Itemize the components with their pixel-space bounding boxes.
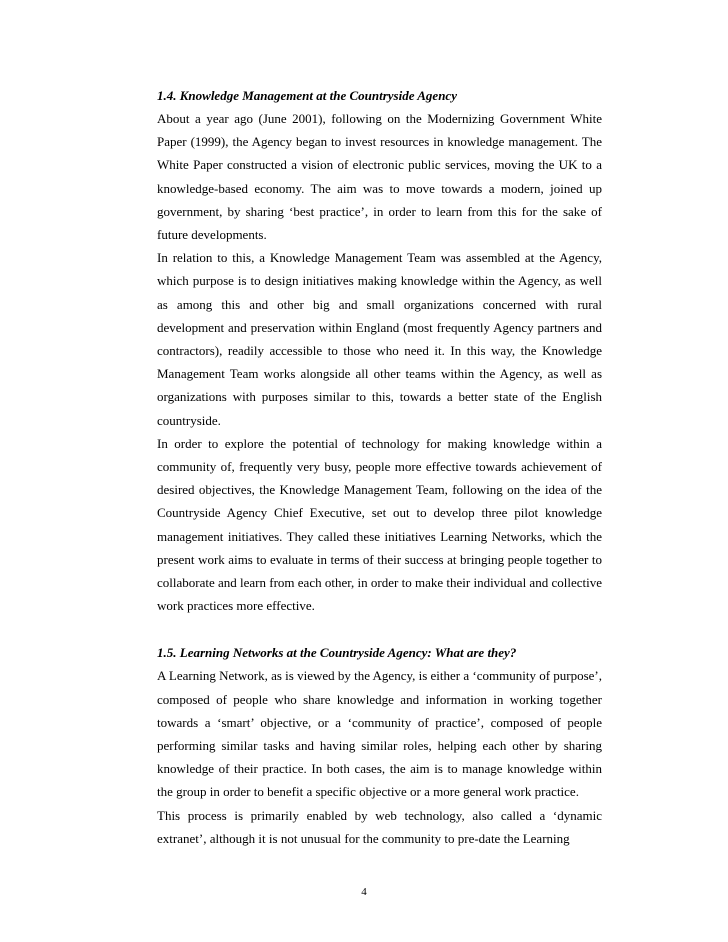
paragraph: In order to explore the potential of technology for making knowledge within a community of, frequently very busy, people more effective towards achievement of desired objectives, the Knowledge Management Team, following on the idea of the Countryside Agency Chief Executive, set out to develop three pilot knowledge management initiatives. They called these initiatives Learning Networks, which the present work aims to evaluate in terms of their success at bringing people together to collaborate and learn from each other, in order to make their individual and collective work practices more effective. [157, 435, 602, 614]
page-body [157, 84, 602, 850]
section-heading: 1.5. Learning Networks at the Countryside Agency: What are they? [157, 645, 517, 661]
section-spacer [157, 617, 602, 641]
paragraph: About a year ago (June 2001), following on the Modernizing Government White Paper (1999), the Agency began to invest resources in knowledge management. The White Paper constructed a vision of electronic public services, moving the UK to a knowledge-based economy. The aim was to move towards a modern, joined up government, by sharing ‘best practice’, in order to learn from this for the sake of future developments. [157, 111, 602, 243]
paragraph: In relation to this, a Knowledge Management Team was assembled at the Agency, which purpose is to design initiatives making knowledge within the Agency, as well as among this and other big and small organizations concerned with rural development and preservation within England (most frequently Agency partners and contractors), readily accessible to those who need it. In this way, the Knowledge Management Team works alongside all other teams within the Agency, as well as organizations with purposes similar to this, towards a better state of the English countryside. [157, 250, 602, 428]
paragraph: A Learning Network, as is viewed by the Agency, is either a ‘community of purpose’, composed of people who share knowledge and information in working together towards a ‘smart’ objective, or a ‘community of practice’, composed of people performing similar tasks and having similar roles, helping each other by sharing knowledge of their practice. In both cases, the aim is to manage knowledge within the group in order to benefit a specific objective or a more general work practice. [157, 668, 603, 800]
page-number: 4 [361, 886, 367, 898]
section-1-4 [157, 84, 602, 617]
section-heading: 1.4. Knowledge Management at the Countryside Agency [157, 88, 457, 103]
section-1-5 [157, 641, 602, 850]
paragraph: This process is primarily enabled by web technology, also called a ‘dynamic extranet’, although it is not unusual for the community to pre-date the Learning [157, 807, 602, 846]
